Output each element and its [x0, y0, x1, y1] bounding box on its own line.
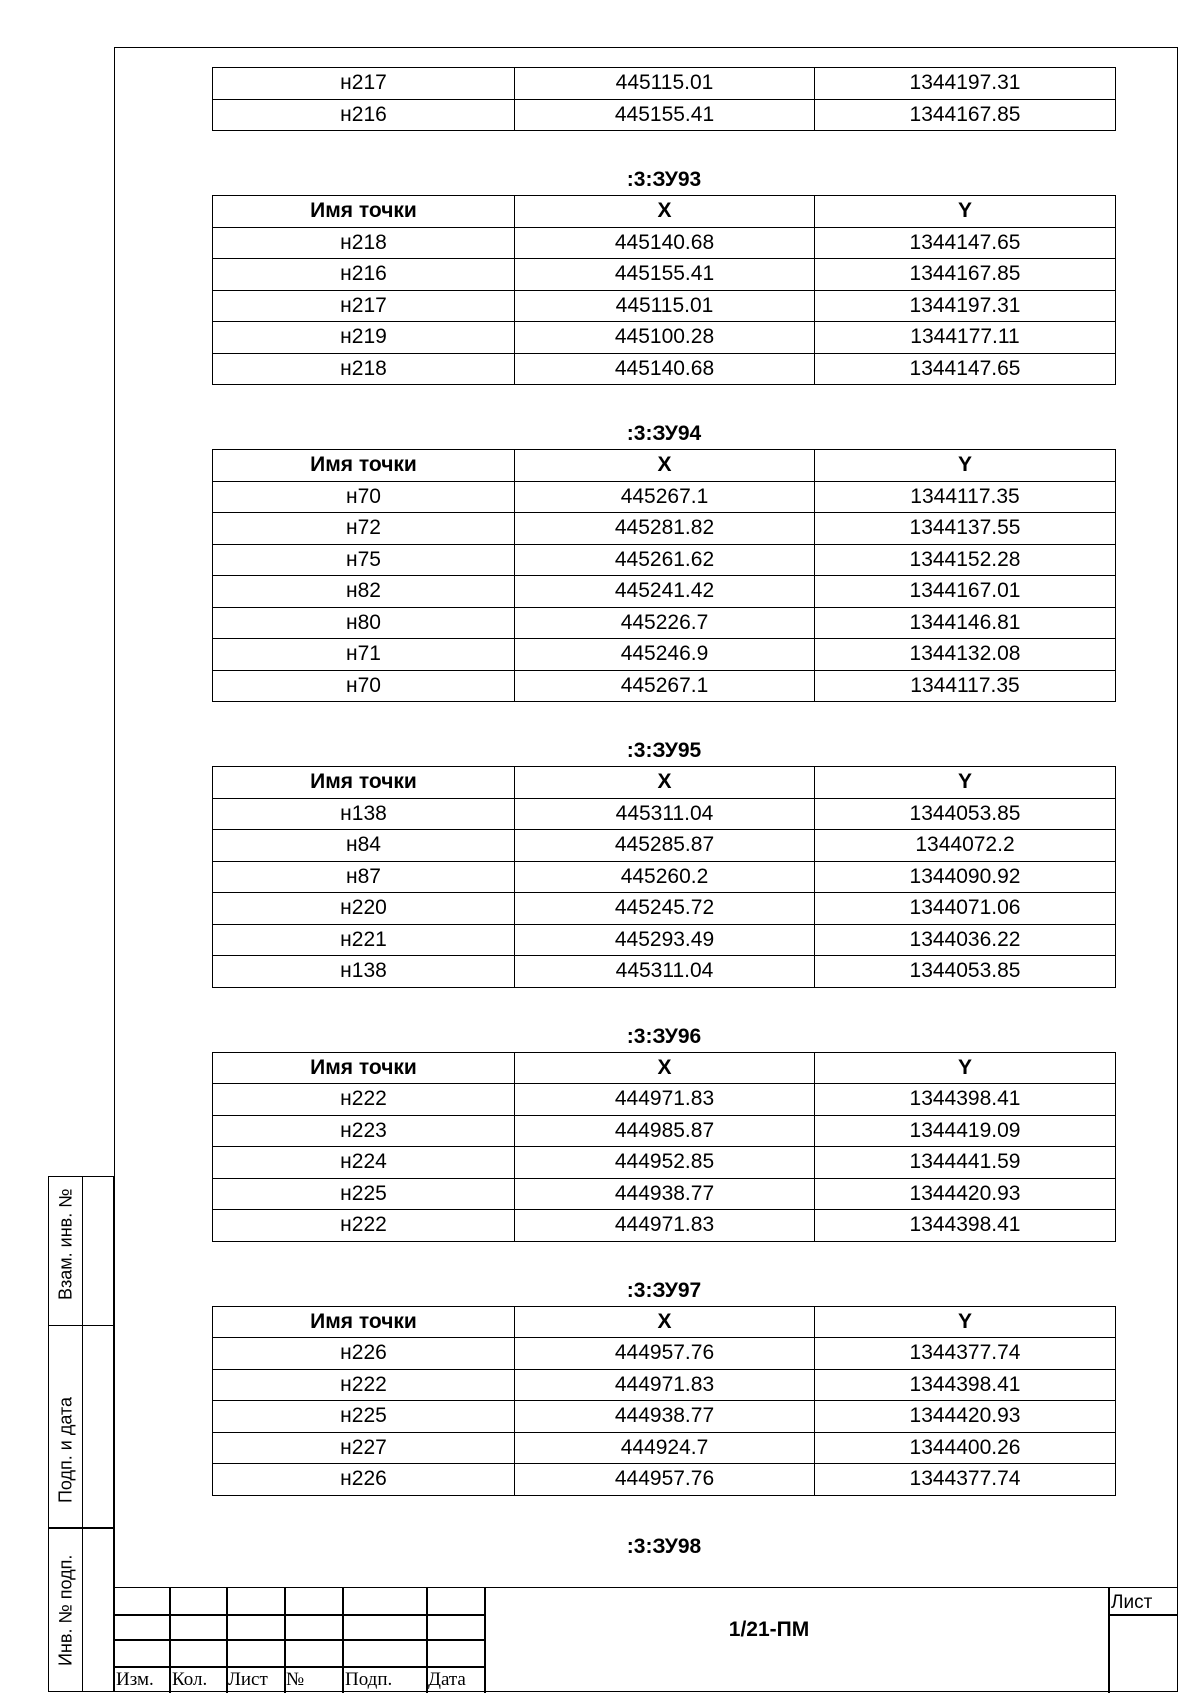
cell-name: н216	[213, 99, 515, 131]
cell-y: Y	[815, 450, 1116, 482]
table-row	[213, 99, 1116, 131]
title-block	[114, 1587, 1178, 1692]
cell-name: н216	[213, 259, 515, 291]
cell-name: н84	[213, 830, 515, 862]
cell-name: н222	[213, 1369, 515, 1401]
zone-coordinates-table	[212, 766, 1116, 988]
zone-title: :3:ЗУ94	[626, 422, 702, 445]
table-row	[213, 481, 1116, 513]
cell-name: н223	[213, 1115, 515, 1147]
cell-x: 445311.04	[515, 956, 815, 988]
cell-y: Y	[815, 767, 1116, 799]
cell-name: н75	[213, 544, 515, 576]
tb-label-podp: Подп.	[345, 1669, 393, 1690]
zone-coordinates-table	[212, 449, 1116, 702]
cell-x: X	[515, 450, 815, 482]
document-code: 1/21-ПМ	[728, 1618, 810, 1641]
cell-x: X	[515, 1052, 815, 1084]
cell-y: 1344036.22	[815, 924, 1116, 956]
cell-name: н218	[213, 227, 515, 259]
cell-name: н225	[213, 1401, 515, 1433]
cell-name: н70	[213, 670, 515, 702]
table-row	[213, 259, 1116, 291]
table-row	[213, 1369, 1116, 1401]
cell-name: н72	[213, 513, 515, 545]
cell-y: Y	[815, 1306, 1116, 1338]
table-row	[213, 322, 1116, 354]
table-row	[213, 861, 1116, 893]
cell-name: н220	[213, 893, 515, 925]
cell-x: 444957.76	[515, 1338, 815, 1370]
cell-y: 1344053.85	[815, 956, 1116, 988]
cell-x: 445245.72	[515, 893, 815, 925]
cell-x: 444924.7	[515, 1432, 815, 1464]
side-label-vzam: Взам. инв. №	[55, 1188, 75, 1300]
cell-x: 444938.77	[515, 1401, 815, 1433]
cell-y: 1344117.35	[815, 481, 1116, 513]
cell-x: 445260.2	[515, 861, 815, 893]
table-row	[213, 639, 1116, 671]
cell-x: 444957.76	[515, 1464, 815, 1496]
cell-name: н222	[213, 1210, 515, 1242]
cell-name: Имя точки	[213, 1306, 515, 1338]
cell-name: н82	[213, 576, 515, 608]
table-header-row	[213, 196, 1116, 228]
cell-y: 1344398.41	[815, 1084, 1116, 1116]
tb-label-list: Лист	[228, 1669, 268, 1690]
zone-title: :3:ЗУ93	[626, 168, 702, 191]
cell-name: н217	[213, 68, 515, 100]
cell-name: Имя точки	[213, 767, 515, 799]
cell-y: Y	[815, 1052, 1116, 1084]
table-row	[213, 68, 1116, 100]
zone-title: :3:ЗУ95	[626, 739, 702, 762]
table-row	[213, 353, 1116, 385]
cell-x: 445140.68	[515, 227, 815, 259]
cell-y: 1344398.41	[815, 1210, 1116, 1242]
continued-coordinates-table	[212, 67, 1116, 131]
table-row	[213, 1401, 1116, 1433]
cell-name: н226	[213, 1338, 515, 1370]
cell-x: X	[515, 767, 815, 799]
table-row	[213, 1210, 1116, 1242]
cell-y: 1344137.55	[815, 513, 1116, 545]
cell-x: 445140.68	[515, 353, 815, 385]
table-row	[213, 290, 1116, 322]
tb-label-izm: Изм.	[116, 1669, 154, 1690]
cell-y: 1344377.74	[815, 1464, 1116, 1496]
cell-x: 445155.41	[515, 259, 815, 291]
cell-y: 1344167.85	[815, 259, 1116, 291]
cell-name: н221	[213, 924, 515, 956]
table-row	[213, 830, 1116, 862]
zone-title: :3:ЗУ96	[626, 1024, 702, 1048]
cell-name: н80	[213, 607, 515, 639]
table-row	[213, 798, 1116, 830]
cell-name: н138	[213, 956, 515, 988]
cell-y: 1344072.2	[815, 830, 1116, 862]
table-row	[213, 1464, 1116, 1496]
cell-name: н70	[213, 481, 515, 513]
cell-y: 1344167.85	[815, 99, 1116, 131]
cell-y: 1344117.35	[815, 670, 1116, 702]
table-row	[213, 607, 1116, 639]
cell-y: 1344090.92	[815, 861, 1116, 893]
table-row	[213, 670, 1116, 702]
table-row	[213, 513, 1116, 545]
cell-x: 445267.1	[515, 481, 815, 513]
table-row	[213, 1432, 1116, 1464]
cell-x: 444952.85	[515, 1147, 815, 1179]
cell-y: 1344441.59	[815, 1147, 1116, 1179]
coordinates-content	[212, 67, 1116, 1562]
cell-x: X	[515, 1306, 815, 1338]
zone-coordinates-table	[212, 1306, 1116, 1496]
cell-x: 445115.01	[515, 68, 815, 100]
tb-label-num: №	[286, 1669, 305, 1690]
cell-name: н219	[213, 322, 515, 354]
table-row	[213, 576, 1116, 608]
cell-y: Y	[815, 196, 1116, 228]
cell-y: 1344053.85	[815, 798, 1116, 830]
side-stamp	[48, 1176, 114, 1692]
cell-x: 444971.83	[515, 1084, 815, 1116]
cell-name: н217	[213, 290, 515, 322]
zones-container	[212, 167, 1116, 1496]
table-row	[213, 227, 1116, 259]
table-row	[213, 1338, 1116, 1370]
tb-label-kol: Кол.	[172, 1669, 208, 1690]
cell-y: 1344377.74	[815, 1338, 1116, 1370]
table-header-row	[213, 1306, 1116, 1338]
cell-x: 445100.28	[515, 322, 815, 354]
cell-x: 444971.83	[515, 1369, 815, 1401]
cell-name: Имя точки	[213, 1052, 515, 1084]
cell-x: 445246.9	[515, 639, 815, 671]
cell-y: 1344420.93	[815, 1401, 1116, 1433]
table-row	[213, 1084, 1116, 1116]
table-row	[213, 1178, 1116, 1210]
side-cell-vzam	[48, 1176, 114, 1326]
cell-x: 445155.41	[515, 99, 815, 131]
cell-x: X	[515, 196, 815, 228]
table-header-row	[213, 1052, 1116, 1084]
cell-y: 1344132.08	[815, 639, 1116, 671]
cell-y: 1344177.11	[815, 322, 1116, 354]
cell-y: 1344398.41	[815, 1369, 1116, 1401]
cell-x: 445267.1	[515, 670, 815, 702]
zone-coordinates-table	[212, 1052, 1116, 1242]
side-label-inv: Инв. № подп.	[55, 1554, 75, 1666]
cell-x: 445241.42	[515, 576, 815, 608]
cell-y: 1344420.93	[815, 1178, 1116, 1210]
table-row	[213, 893, 1116, 925]
cell-y: 1344147.65	[815, 353, 1116, 385]
table-row	[213, 924, 1116, 956]
table-row	[213, 544, 1116, 576]
cell-y: 1344197.31	[815, 290, 1116, 322]
cell-x: 445226.7	[515, 607, 815, 639]
table-header-row	[213, 450, 1116, 482]
cell-y: 1344152.28	[815, 544, 1116, 576]
cell-name: н225	[213, 1178, 515, 1210]
cell-y: 1344071.06	[815, 893, 1116, 925]
cell-name: н224	[213, 1147, 515, 1179]
cell-x: 445311.04	[515, 798, 815, 830]
table-row	[213, 1147, 1116, 1179]
table-header-row	[213, 767, 1116, 799]
cell-x: 445261.62	[515, 544, 815, 576]
cell-y: 1344419.09	[815, 1115, 1116, 1147]
cell-x: 444938.77	[515, 1178, 815, 1210]
cell-name: н87	[213, 861, 515, 893]
cell-name: н138	[213, 798, 515, 830]
next-zone-title: :3:ЗУ98	[626, 1534, 702, 1558]
zone-title: :3:ЗУ97	[626, 1278, 702, 1302]
cell-name: н222	[213, 1084, 515, 1116]
cell-x: 445115.01	[515, 290, 815, 322]
cell-x: 445285.87	[515, 830, 815, 862]
cell-x: 444985.87	[515, 1115, 815, 1147]
tb-label-data: Дата	[428, 1669, 466, 1690]
sheet-label: Лист	[1111, 1592, 1153, 1613]
side-cell-podp	[48, 1325, 114, 1529]
zone-coordinates-table	[212, 195, 1116, 385]
cell-name: Имя точки	[213, 196, 515, 228]
table-row	[213, 1115, 1116, 1147]
cell-name: Имя точки	[213, 450, 515, 482]
cell-name: н227	[213, 1432, 515, 1464]
side-cell-inv	[48, 1527, 114, 1692]
cell-x: 445281.82	[515, 513, 815, 545]
cell-name: н71	[213, 639, 515, 671]
cell-name: н218	[213, 353, 515, 385]
table-row	[213, 956, 1116, 988]
cell-y: 1344400.26	[815, 1432, 1116, 1464]
cell-y: 1344147.65	[815, 227, 1116, 259]
cell-y: 1344167.01	[815, 576, 1116, 608]
side-label-podp: Подп. и дата	[55, 1396, 75, 1503]
cell-y: 1344197.31	[815, 68, 1116, 100]
cell-x: 444971.83	[515, 1210, 815, 1242]
cell-name: н226	[213, 1464, 515, 1496]
cell-x: 445293.49	[515, 924, 815, 956]
cell-y: 1344146.81	[815, 607, 1116, 639]
